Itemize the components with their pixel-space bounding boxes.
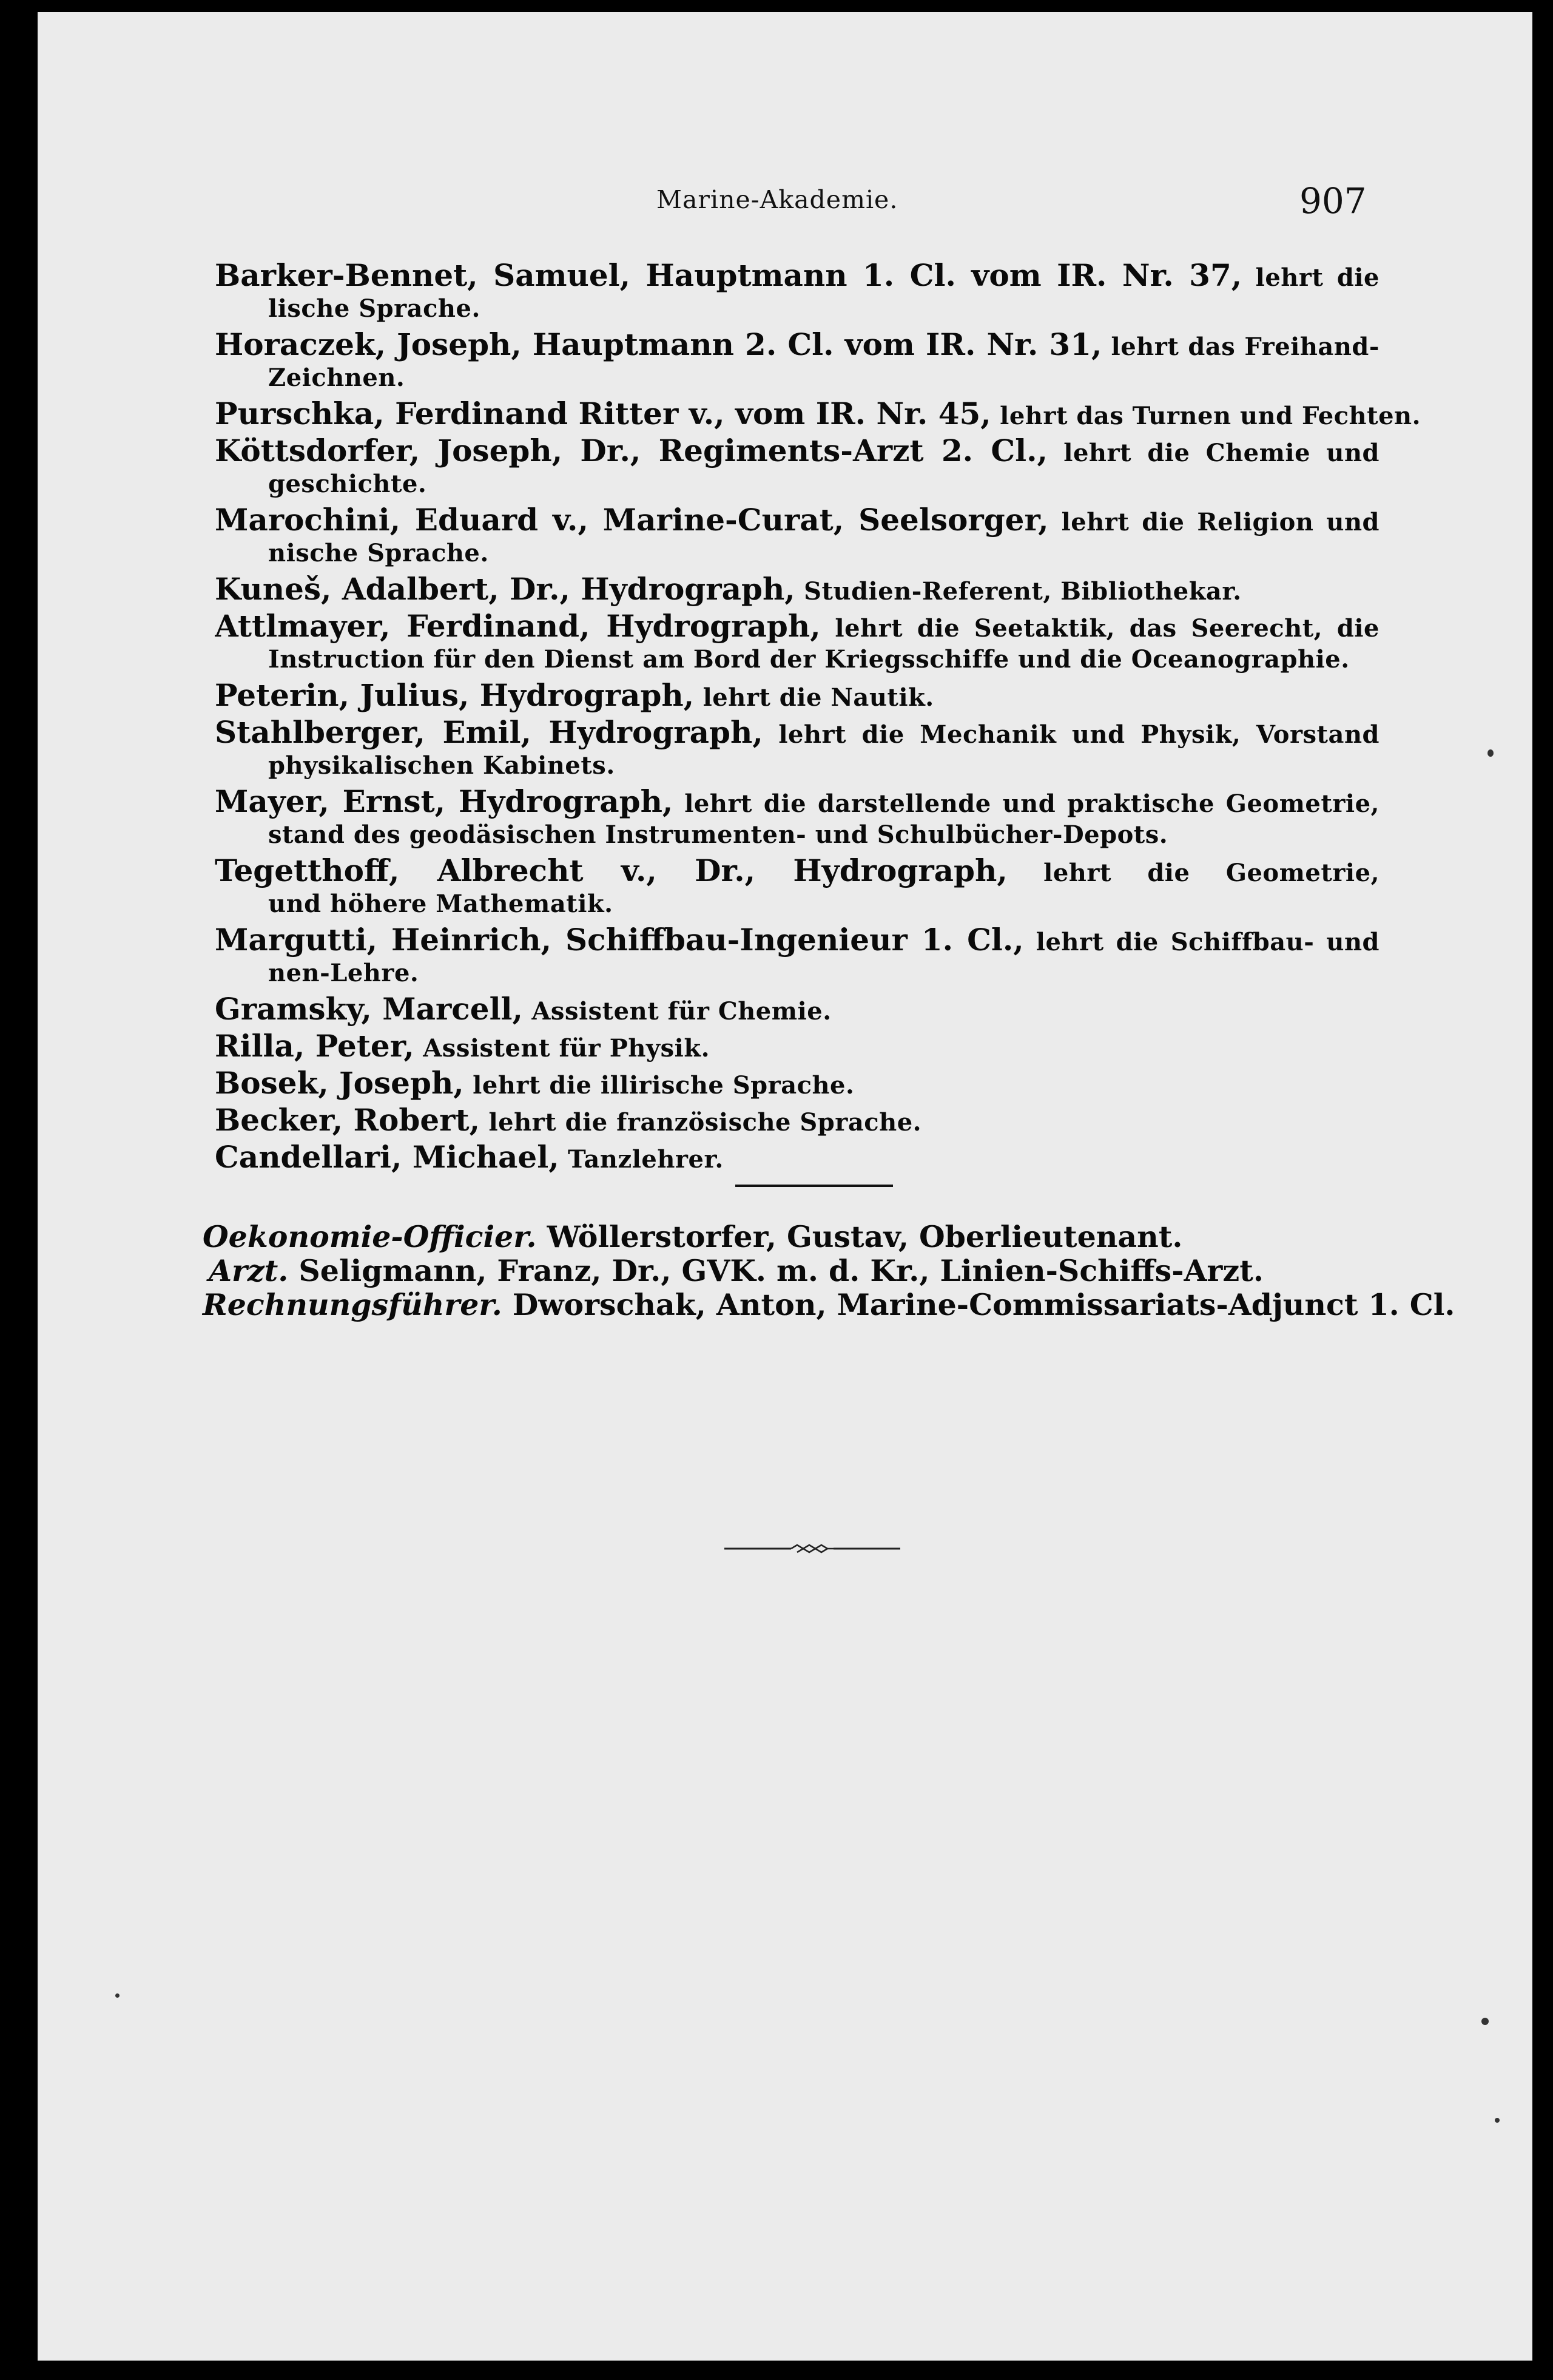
staff-name: Stahlberger, Emil, Hydrograph,	[215, 715, 763, 749]
staff-name: Candellari, Michael,	[215, 1139, 559, 1175]
staff-entry	[215, 433, 1380, 500]
entry-continuation-line	[215, 292, 1380, 325]
officers-list	[203, 1219, 1455, 1322]
staff-duty: lehrt die Mechanik und Physik, Vorstand	[778, 720, 1380, 749]
ornament-divider-icon	[724, 1541, 900, 1556]
staff-duty: lehrt die Geometrie,	[1043, 859, 1380, 887]
staff-name: Kuneš, Adalbert, Dr., Hydrograph,	[215, 571, 795, 607]
staff-name: Bosek, Joseph,	[215, 1065, 464, 1101]
staff-duty: lehrt die Nautik.	[694, 683, 934, 712]
page-header	[38, 180, 1532, 221]
staff-duty: Assistent für Chemie.	[522, 997, 832, 1026]
staff-entry	[215, 678, 1380, 712]
staff-entry	[215, 258, 1380, 325]
staff-name: Becker, Robert,	[215, 1102, 480, 1138]
entry-first-line	[215, 992, 1380, 1026]
officer-line	[203, 1254, 1404, 1288]
officer-name: Seligmann, Franz, Dr., GVK. m. d. Kr., Linien-Schiffs-Arzt.	[288, 1253, 1264, 1288]
section-rule	[735, 1185, 893, 1187]
officer-name: Wöllerstorfer, Gustav, Oberlieutenant.	[536, 1219, 1183, 1254]
entry-first-line	[215, 433, 1380, 468]
staff-name: Gramsky, Marcell,	[215, 991, 523, 1027]
entry-first-line	[215, 502, 1380, 537]
staff-duty: lehrt die Religion und	[1061, 508, 1380, 536]
entry-first-line	[215, 258, 1380, 292]
staff-duty: Tanzlehrer.	[559, 1145, 724, 1174]
entry-first-line	[215, 922, 1380, 957]
staff-duty: geschichte.	[268, 470, 427, 498]
staff-entry	[215, 853, 1380, 920]
staff-duty: lehrt die französische Sprache.	[480, 1108, 922, 1137]
document-page	[38, 12, 1532, 2361]
staff-entry	[215, 609, 1380, 675]
staff-duty: Instruction für den Dienst am Bord der Kriegsschiffe und die Oceanographie.	[268, 645, 1350, 674]
staff-duty: Zeichnen.	[268, 363, 405, 392]
staff-name: Marochini, Eduard v., Marine-Curat, Seelsorger,	[215, 502, 1049, 537]
staff-duty: Assistent für Physik.	[414, 1034, 710, 1063]
staff-name: Köttsdorfer, Joseph, Dr., Regiments-Arzt 2. Cl.,	[215, 433, 1048, 468]
staff-duty: und höhere Mathematik.	[268, 890, 613, 918]
officer-role: Oekonomie-Officier.	[203, 1219, 537, 1254]
entry-continuation-line	[215, 362, 1380, 394]
staff-name: Horaczek, Joseph, Hauptmann 2. Cl. vom IR. Nr. 31,	[215, 327, 1102, 362]
paper-speck	[1481, 2018, 1489, 2025]
staff-list	[215, 258, 1421, 1177]
staff-entry	[215, 396, 1421, 431]
staff-entry	[215, 922, 1380, 989]
staff-entry	[215, 715, 1380, 782]
staff-name: Rilla, Peter,	[215, 1028, 414, 1064]
staff-entry	[215, 992, 1380, 1026]
entry-continuation-line	[215, 749, 1380, 782]
entry-first-line	[215, 715, 1380, 749]
officer-name: Dworschak, Anton, Marine-Commissariats-Adjunct 1. Cl.	[502, 1287, 1455, 1322]
entry-continuation-line	[215, 468, 1380, 500]
officer-line	[203, 1287, 1455, 1322]
staff-duty: nische Sprache.	[268, 539, 489, 567]
staff-name: Margutti, Heinrich, Schiffbau-Ingenieur 1. Cl.,	[215, 922, 1024, 957]
staff-name: Tegetthoff, Albrecht v., Dr., Hydrograph,	[215, 853, 1008, 888]
staff-duty: lehrt die Schiffbau- und	[1036, 928, 1380, 956]
officer-line	[203, 1220, 1404, 1254]
entry-continuation-line	[215, 957, 1380, 989]
entry-continuation-line	[215, 888, 1380, 920]
running-title: Marine-Akademie.	[656, 185, 898, 214]
staff-name: Purschka, Ferdinand Ritter v., vom IR. Nr. 45,	[215, 396, 991, 431]
officer-role: Arzt.	[209, 1253, 289, 1288]
staff-entry	[215, 502, 1380, 569]
staff-duty: lehrt das Freihand-	[1102, 333, 1380, 361]
paper-speck	[115, 1993, 120, 1998]
entry-first-line	[215, 1140, 1380, 1174]
entry-first-line	[215, 784, 1380, 819]
staff-entry	[215, 1103, 1380, 1137]
staff-duty: lische Sprache.	[268, 294, 480, 323]
entry-first-line	[215, 1066, 1380, 1100]
staff-duty: lehrt die darstellende und praktische Geometrie,	[684, 789, 1380, 818]
entry-first-line	[215, 609, 1380, 643]
staff-name: Attlmayer, Ferdinand, Hydrograph,	[215, 609, 821, 643]
staff-entry	[215, 327, 1380, 394]
staff-duty: lehrt die Seetaktik, das Seerecht, die	[820, 614, 1380, 643]
entry-continuation-line	[215, 537, 1380, 569]
staff-duty: Studien-Referent, Bibliothekar.	[795, 577, 1242, 606]
staff-duty: lehrt das Turnen und Fechten.	[991, 402, 1421, 430]
staff-name: Barker-Bennet, Samuel, Hauptmann 1. Cl. vom IR. Nr. 37,	[215, 258, 1242, 292]
staff-duty: nen-Lehre.	[268, 959, 419, 987]
staff-name: Mayer, Ernst, Hydrograph,	[215, 784, 673, 819]
staff-name: Peterin, Julius, Hydrograph,	[215, 677, 695, 713]
entry-first-line	[215, 327, 1380, 362]
staff-duty: lehrt die illirische Sprache.	[463, 1071, 855, 1100]
staff-duty: physikalischen Kabinets.	[268, 751, 615, 780]
staff-entry	[215, 1066, 1380, 1100]
staff-entry	[215, 784, 1380, 851]
entry-first-line	[215, 1029, 1380, 1063]
staff-duty: stand des geodäsischen Instrumenten- und Schulbücher-Depots.	[268, 820, 1168, 849]
entry-continuation-line	[215, 819, 1380, 851]
officer-role: Rechnungsführer.	[203, 1287, 502, 1322]
paper-speck	[1487, 749, 1494, 757]
page-number: 907	[1299, 180, 1367, 221]
staff-duty: lehrt die Chemie und	[1063, 439, 1380, 467]
paper-speck	[1495, 2118, 1500, 2123]
staff-entry	[215, 1029, 1380, 1063]
staff-entry	[215, 1140, 1380, 1174]
entry-first-line	[215, 853, 1380, 888]
entry-first-line	[215, 572, 1380, 606]
entry-continuation-line	[215, 643, 1380, 675]
staff-entry	[215, 572, 1380, 606]
entry-first-line	[215, 1103, 1380, 1137]
entry-first-line	[215, 678, 1380, 712]
staff-duty: lehrt die	[1255, 263, 1380, 292]
entry-first-line	[215, 396, 1421, 431]
